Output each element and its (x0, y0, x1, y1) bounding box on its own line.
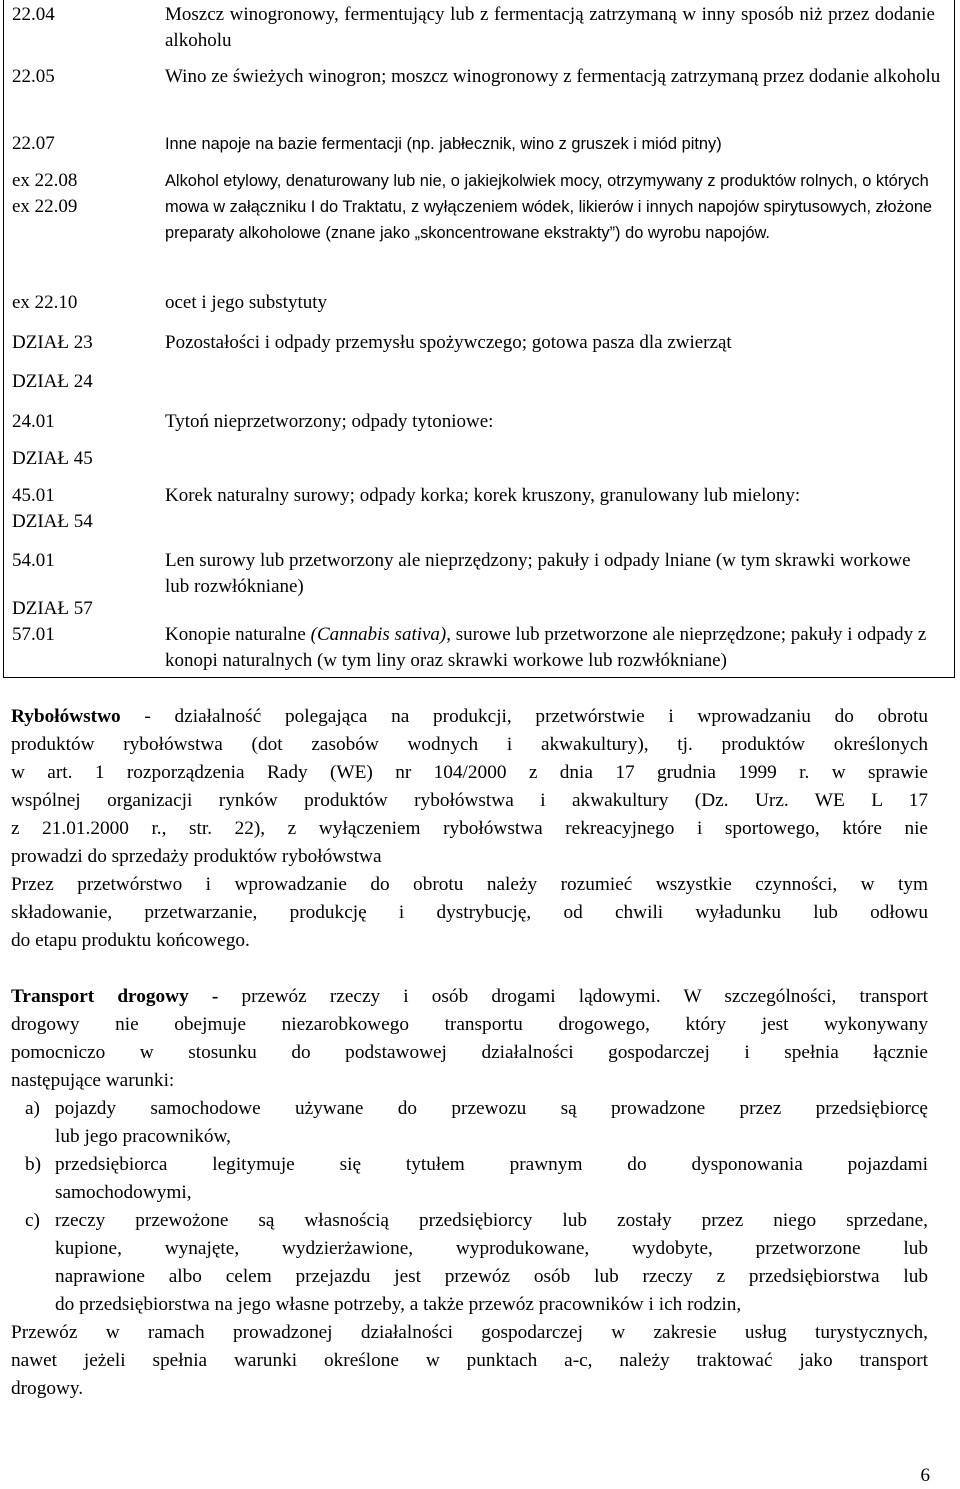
desc-cell: Len surowy lub przetworzony ale nieprzędzony; pakuły i odpady lniane (w tym skrawki workowe lub rozwłókniane) (165, 550, 911, 597)
code-cell: DZIAŁ 45 (12, 448, 93, 469)
text-line: drogowy nie obejmuje niezarobkowego transportu drogowego, który jest wykonywany (11, 1014, 928, 1035)
desc-cell: Inne napoje na bazie fermentacji (np. jabłecznik, wino z gruszek i miód pitny) (165, 135, 722, 153)
desc-cell: Moszcz winogronowy, fermentujący lub z fermentacją zatrzymaną w inny sposób niż przez dodanie alkoholu (165, 4, 935, 51)
text-line: Przewóz w ramach prowadzonej działalności gospodarczej w zakresie usług turystycznych, (11, 1322, 928, 1343)
code-cell: 22.05 (12, 66, 55, 87)
text-line: z 21.01.2000 r., str. 22), z wyłączeniem rybołówstwa rekreacyjnego i sportowego, które nie (11, 818, 928, 839)
text-line: następujące warunki: (11, 1070, 175, 1091)
code-cell: 22.07 (12, 133, 55, 154)
text-line: do etapu produktu końcowego. (11, 930, 250, 951)
text-line: samochodowymi, (55, 1182, 192, 1203)
item-marker: b) (25, 1154, 42, 1175)
desc-cell: Alkohol etylowy, denaturowany lub nie, o jakiejkolwiek mocy, otrzymywany z produktów rolnych, o których mowa w załączniku I do Traktatu, z wyłączeniem wódek, likierów i innych napojów spirytusowych, złożone preparaty alkoholowe (znane jako „skoncentrowane ekstrakty”) do wyrobu napojów. (165, 172, 933, 242)
text-line: w art. 1 rozporządzenia Rady (WE) nr 104/2000 z dnia 17 grudnia 1999 r. w sprawie (11, 762, 928, 783)
text-line: drogowy. (11, 1378, 84, 1399)
term-label: Transport drogowy - (11, 986, 219, 1007)
code-cell: 54.01 (12, 550, 55, 571)
desc-cell: Tytoń nieprzetworzony; odpady tytoniowe: (165, 411, 494, 432)
code-cell: ex 22.10 (12, 292, 78, 313)
item-marker: c) (25, 1210, 40, 1231)
code-cell: DZIAŁ 54 (12, 511, 93, 532)
page-number: 6 (920, 1465, 930, 1486)
code-cell: DZIAŁ 57 (12, 598, 93, 619)
text-fragment: - działalność polegająca na produkcji, przetwórstwie i wprowadzaniu do obrotu (120, 706, 928, 727)
text-line: kupione, wynajęte, wydzierżawione, wyprodukowane, wydobyte, przetworzone lub (55, 1238, 928, 1259)
text-line: prowadzi do sprzedaży produktów rybołówstwa (11, 846, 382, 867)
text-line: Przez przetwórstwo i wprowadzanie do obrotu należy rozumieć wszystkie czynności, w tym (11, 874, 928, 895)
text-line: pomocniczo w stosunku do podstawowej działalności gospodarczej i spełnia łącznie (11, 1042, 928, 1063)
desc-cell: ocet i jego substytuty (165, 292, 328, 313)
text-line (11, 703, 928, 731)
transport-closing (11, 1319, 928, 1403)
code-cell: ex 22.08 (12, 170, 78, 191)
text-fragment: przewóz rzeczy i osób drogami lądowymi. W szczególności, transport (218, 986, 928, 1007)
text-line: nawet jeżeli spełnia warunki określone w punktach a-c, należy traktować jako transport (11, 1350, 928, 1371)
latin-name: (Cannabis sativa) (310, 624, 447, 645)
text-line: lub jego pracowników, (55, 1126, 231, 1147)
text-line: wspólnej organizacji rynków produktów rybołówstwa i akwakultury (Dz. Urz. WE L 17 (11, 790, 928, 811)
desc-cell: Wino ze świeżych winogron; moszcz winogronowy z fermentacją zatrzymaną przez dodanie alkoholu (165, 66, 941, 87)
code-cell: 57.01 (12, 624, 55, 645)
code-cell: 24.01 (12, 411, 55, 432)
code-cell: DZIAŁ 24 (12, 371, 93, 392)
desc-cell: Korek naturalny surowy; odpady korka; korek kruszony, granulowany lub mielony: (165, 485, 801, 506)
text-line: produktów rybołówstwa (dot zasobów wodnych i akwakultury), tj. produktów określonych (11, 734, 928, 755)
code-cell: 45.01 (12, 485, 55, 506)
item-marker: a) (25, 1098, 40, 1119)
text-line (11, 983, 928, 1011)
code-cell: DZIAŁ 23 (12, 332, 93, 353)
desc-text: , surowe lub przetworzone ale nieprzędzone; pakuły i odpady z konopi naturalnych (w tym liny oraz skrawki workowe lub rozwłókniane) (165, 624, 927, 671)
text-line: składowanie, przetwarzanie, produkcję i dystrybucję, od chwili wyładunku lub odłowu (11, 902, 928, 923)
desc-cell (165, 622, 940, 674)
text-line: rzeczy przewożone są własnością przedsiębiorcy lub zostały przez niego sprzedane, (55, 1210, 928, 1231)
desc-cell: Pozostałości i odpady przemysłu spożywczego; gotowa pasza dla zwierząt (165, 332, 732, 353)
transport-definition (11, 983, 928, 1095)
code-cell: 22.04 (12, 4, 55, 25)
fishery-definition (11, 703, 928, 955)
text-line: naprawione albo celem przejazdu jest przewóz osób lub rzeczy z przedsiębiorstwa lub (55, 1266, 928, 1287)
text-line: do przedsiębiorstwa na jego własne potrzeby, a także przewóz pracowników i ich rodzin, (55, 1294, 742, 1315)
goods-table (3, 0, 955, 678)
term-label: Rybołówstwo (11, 706, 121, 727)
desc-text: Konopie naturalne (165, 624, 311, 645)
code-cell: ex 22.09 (12, 196, 78, 217)
text-line: pojazdy samochodowe używane do przewozu są prowadzone przez przedsiębiorcę (55, 1098, 928, 1119)
text-line: przedsiębiorca legitymuje się tytułem prawnym do dysponowania pojazdami (55, 1154, 928, 1175)
